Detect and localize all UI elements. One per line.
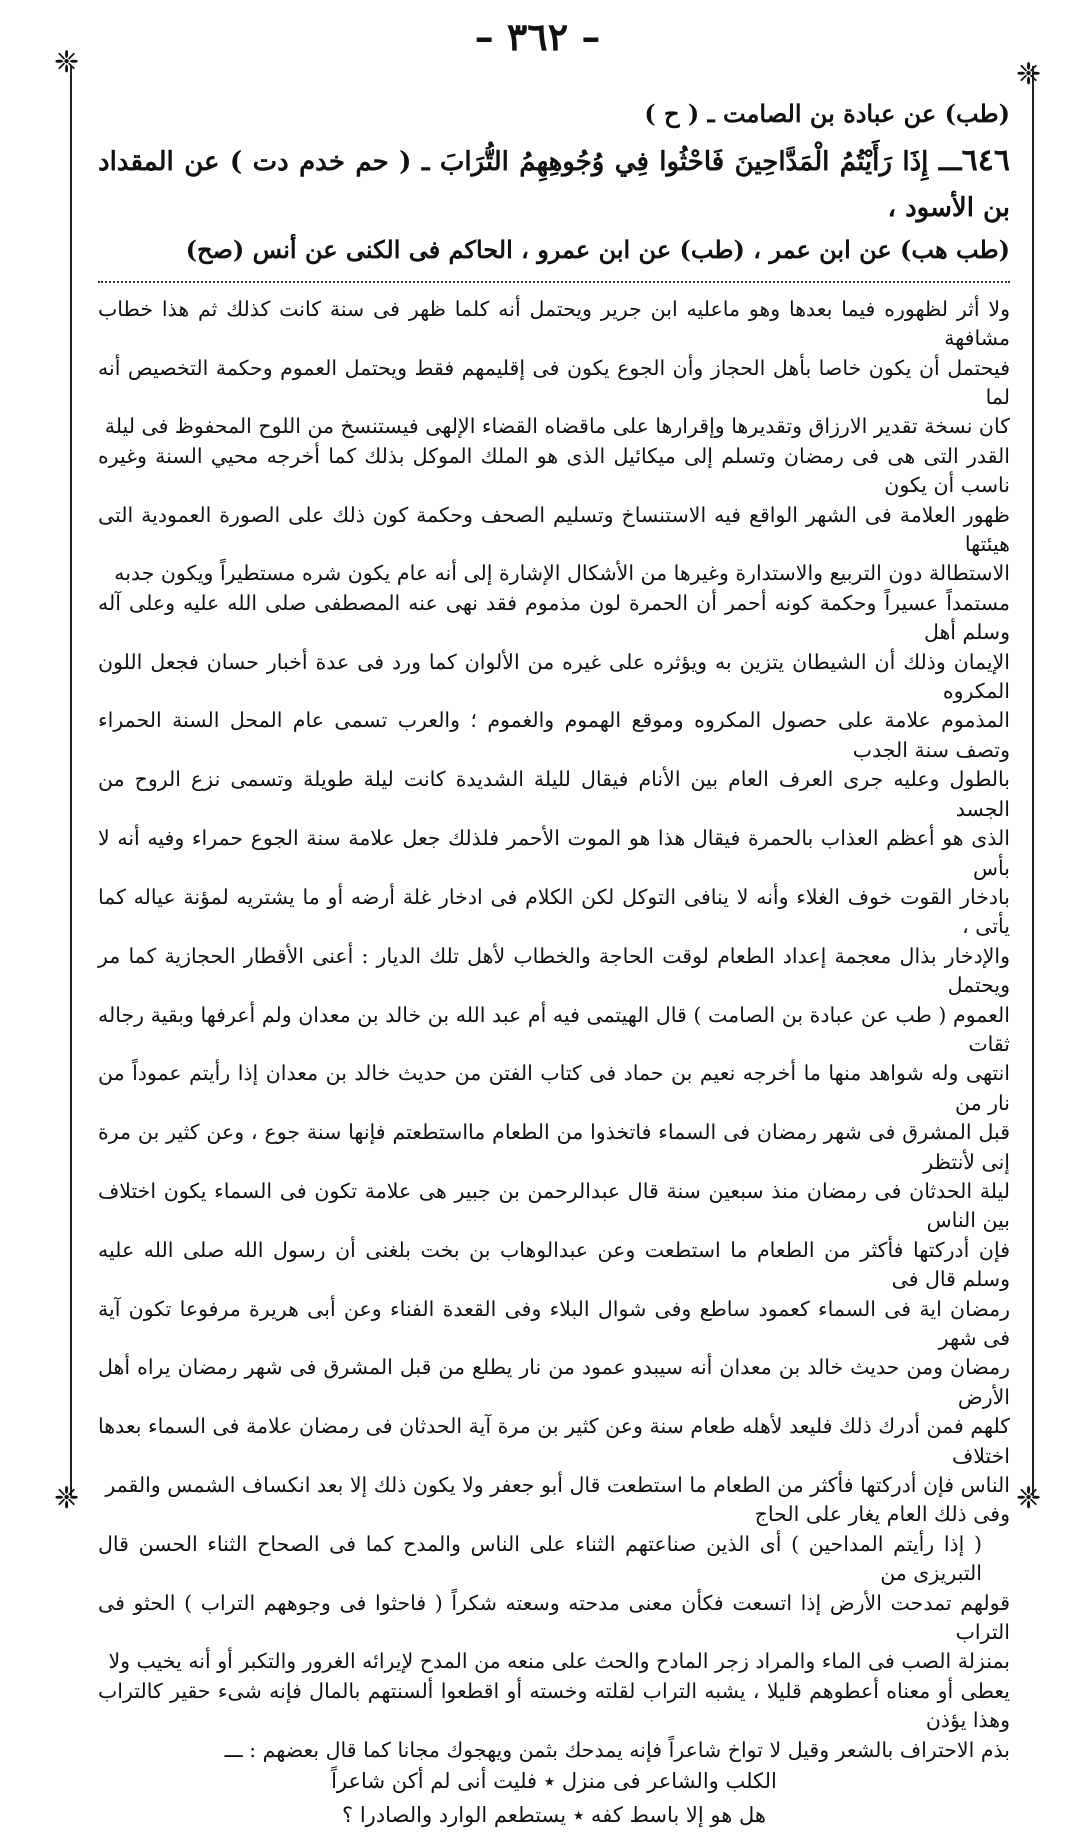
page-number: – ٣٦٢ – (474, 14, 601, 59)
commentary-line: والإدخار بذال معجمة إعداد الطعام لوقت الحاجة والخطاب لأهل تلك الديار : أعنى الأقطار الحجازية كما مر ويحتمل (98, 943, 1010, 998)
commentary-line: فإن أدركتها فأكثر من الطعام ما استطعت وعن عبدالوهاب بن بخت بلغنى أن رسول الله صلى الله عليه وسلم قال فى (98, 1237, 1010, 1292)
corner-ornament-icon: ❈ (54, 45, 80, 80)
commentary-line: بادخار القوت خوف الغلاء وأنه لا ينافى التوكل لكن الكلام فى ادخار غلة أرضه أو ما يشتريه لمؤنة عياله كما يأتى ، (98, 884, 1010, 939)
commentary-line: القدر التى هى فى رمضان وتسلم إلى ميكائيل الذى هو الملك الموكل بذلك كما أخرجه محيي السنة وغيره ناسب أن يكون (98, 443, 1010, 498)
hadith-text: ـــ إِذَا رَأَيْتُمُ الْمَدَّاحِينَ فَاحْثُوا فِي وُجُوهِهِمُ التُّرَابَ ـ ( حم خدم دت ) عن المقداد بن الأسود ، (98, 146, 1010, 223)
hadith-prev-source: (طب) عن عبادة بن الصامت ـ ( ح ) (644, 99, 1010, 128)
commentary-line: العموم ( طب عن عبادة بن الصامت ) قال الهيتمى فيه أم عبد الله بن خالد بن معدان ولم أعرفها وبقية رجاله ثقات (98, 1002, 1010, 1056)
commentary-line: انتهى وله شواهد منها ما أخرجه نعيم بن حماد فى كتاب الفتن من حديث خالد بن معدان إذا رأيتم عموداً من نار من (98, 1061, 1010, 1115)
commentary-line: الاستطالة دون التربيع والاستدارة وغيرها من الأشكال الإشارة إلى أنه عام يكون شره مستطيراً ويكون جدبه (114, 561, 1010, 586)
corner-ornament-icon: ❈ (1016, 1481, 1042, 1516)
commentary-line: مستمداً عسيراً وحكمة كونه أحمر أن الحمرة لون مذموم فقد نهى عنه المصطفى صلى الله عليه وعلى آله وسلم أهل (98, 590, 1010, 645)
divider (98, 281, 1010, 283)
corner-ornament-icon: ❈ (54, 1481, 80, 1516)
commentary-line: يعطى أو معناه أعطوهم قليلا ، يشبه التراب لقلته وخسته أو اقطعوا ألسنتهم بالمال فإنه شىء حقير كالتراب وهذا يؤذن (98, 1678, 1010, 1733)
commentary-line: بذم الاحتراف بالشعر وقيل لا تواخ شاعراً فإنه يمدحك بثمن ويهجوك مجانا كما قال بعضهم : ـــ (224, 1737, 1010, 1762)
commentary-line: فيحتمل أن يكون خاصا بأهل الحجاز وأن الجوع يكون فى إقليمهم فقط ويحتمل العموم وحكمة التخصيص أنه لما (98, 355, 1010, 409)
hadith-sources: (طب هب) عن ابن عمر ، (طب) عن ابن عمرو ، الحاكم فى الكنى عن أنس (صح) (185, 234, 1010, 264)
commentary-line: رمضان اية فى السماء كعمود ساطع وفى شوال البلاء وفى القعدة الفناء وعن أبى هريرة مرفوعا تكون آية فى شهر (98, 1296, 1010, 1350)
commentary-line: ليلة الحدثان فى رمضان منذ سبعين سنة قال عبدالرحمن بن جبير هى علامة تكون فى السماء يكون اختلاف بين الناس (98, 1178, 1010, 1233)
corner-ornament-icon: ❈ (1016, 57, 1042, 92)
hadith-text-line (98, 135, 1010, 230)
commentary-line: ولا أثر لظهوره فيما بعدها وهو ماعليه ابن جرير ويحتمل أنه كلما ظهر فى سنة كانت كذلك ثم هذا خطاب مشافهة (98, 296, 1010, 351)
commentary-line: قبل المشرق فى شهر رمضان فى السماء فاتخذوا من الطعام مااستطعتم فإنها سنة جوع ، وعن كثير بن مرة إنى لأنتظر (98, 1120, 1010, 1174)
commentary-line: المذموم علامة على حصول المكروه وموقع الهموم والغموم ؛ والعرب تسمى عام المحل السنة الحمراء وتصف سنة الجدب (98, 708, 1010, 762)
commentary-line: وفى ذلك العام يغار على الحاج (754, 1502, 1010, 1527)
commentary-line: ( إذا رأيتم المداحين ) أى الذين صناعتهم الثناء على الناس والمدح كما فى الصحاح الثناء الحسن قال التبريزى من (98, 1531, 982, 1586)
commentary-line: رمضان ومن حديث خالد بن معدان أنه سيبدو عمود من نار يطلع من قبل المشرق فى شهر رمضان يراه أهل الأرض (98, 1355, 1010, 1409)
page-content (98, 94, 1010, 1832)
commentary-line: الذى هو أعظم العذاب بالحمرة فيقال هذا هو الموت الأحمر فلذلك جعل علامة سنة الجوع حمراء وفيه أنه لا بأس (98, 826, 1010, 880)
verse-line: الكلب والشاعر فى منزل ٭ فليت أنى لم أكن شاعراً (331, 1769, 777, 1794)
hadith-number: ٦٤٦ (961, 142, 1010, 178)
commentary-line: بالطول وعليه جرى العرف العام بين الأنام فيقال لليلة الشديدة كانت ليلة طويلة وتسمى نزع الروح من الجسد (98, 767, 1010, 821)
commentary-line: بمنزلة الصب فى الماء والمراد زجر المادح والحث على منعه من المدح لإيرائه الغرور والتكبر أو أنه يخيب ولا (108, 1649, 1010, 1674)
commentary-line: الناس فإن أدركتها فأكثر من الطعام ما استطعت قال أبو جعفر ولا يكون ذلك إلا بعد انكساف الشمس والقمر (105, 1473, 1010, 1498)
verse-line: هل هو إلا باسط كفه ٭ يستطعم الوارد والصادرا ؟ (342, 1802, 766, 1827)
commentary-line: كان نسخة تقدير الارزاق وتقديرها وإقرارها على ماقضاه القضاء الإلهى فيستنسخ من اللوح المحفوظ فى ليلة (104, 414, 1010, 439)
commentary-line: قولهم تمدحت الأرض إذا اتسعت فكأن معنى مدحته وسعته شكراً ( فاحثوا فى وجوههم التراب ) الحثو فى التراب (98, 1590, 1010, 1645)
commentary (98, 295, 1010, 1765)
commentary-line: الإيمان وذلك أن الشيطان يتزين به ويؤثره على غيره من الألوان كما ورد فى عدة أخبار حسان فجعل اللون المكروه (98, 649, 1010, 704)
commentary-line: ظهور العلامة فى الشهر الواقع فيه الاستنساخ وتسليم الصحف وحكمة كون ذلك على الصورة العمودية التى هيئتها (98, 502, 1010, 557)
commentary-line: كلهم فمن أدرك ذلك فليعد لأهله طعام سنة وعن كثير بن مرة آية الحدثان فى رمضان علامة فى السماء بعدها اختلاف (98, 1414, 1010, 1468)
